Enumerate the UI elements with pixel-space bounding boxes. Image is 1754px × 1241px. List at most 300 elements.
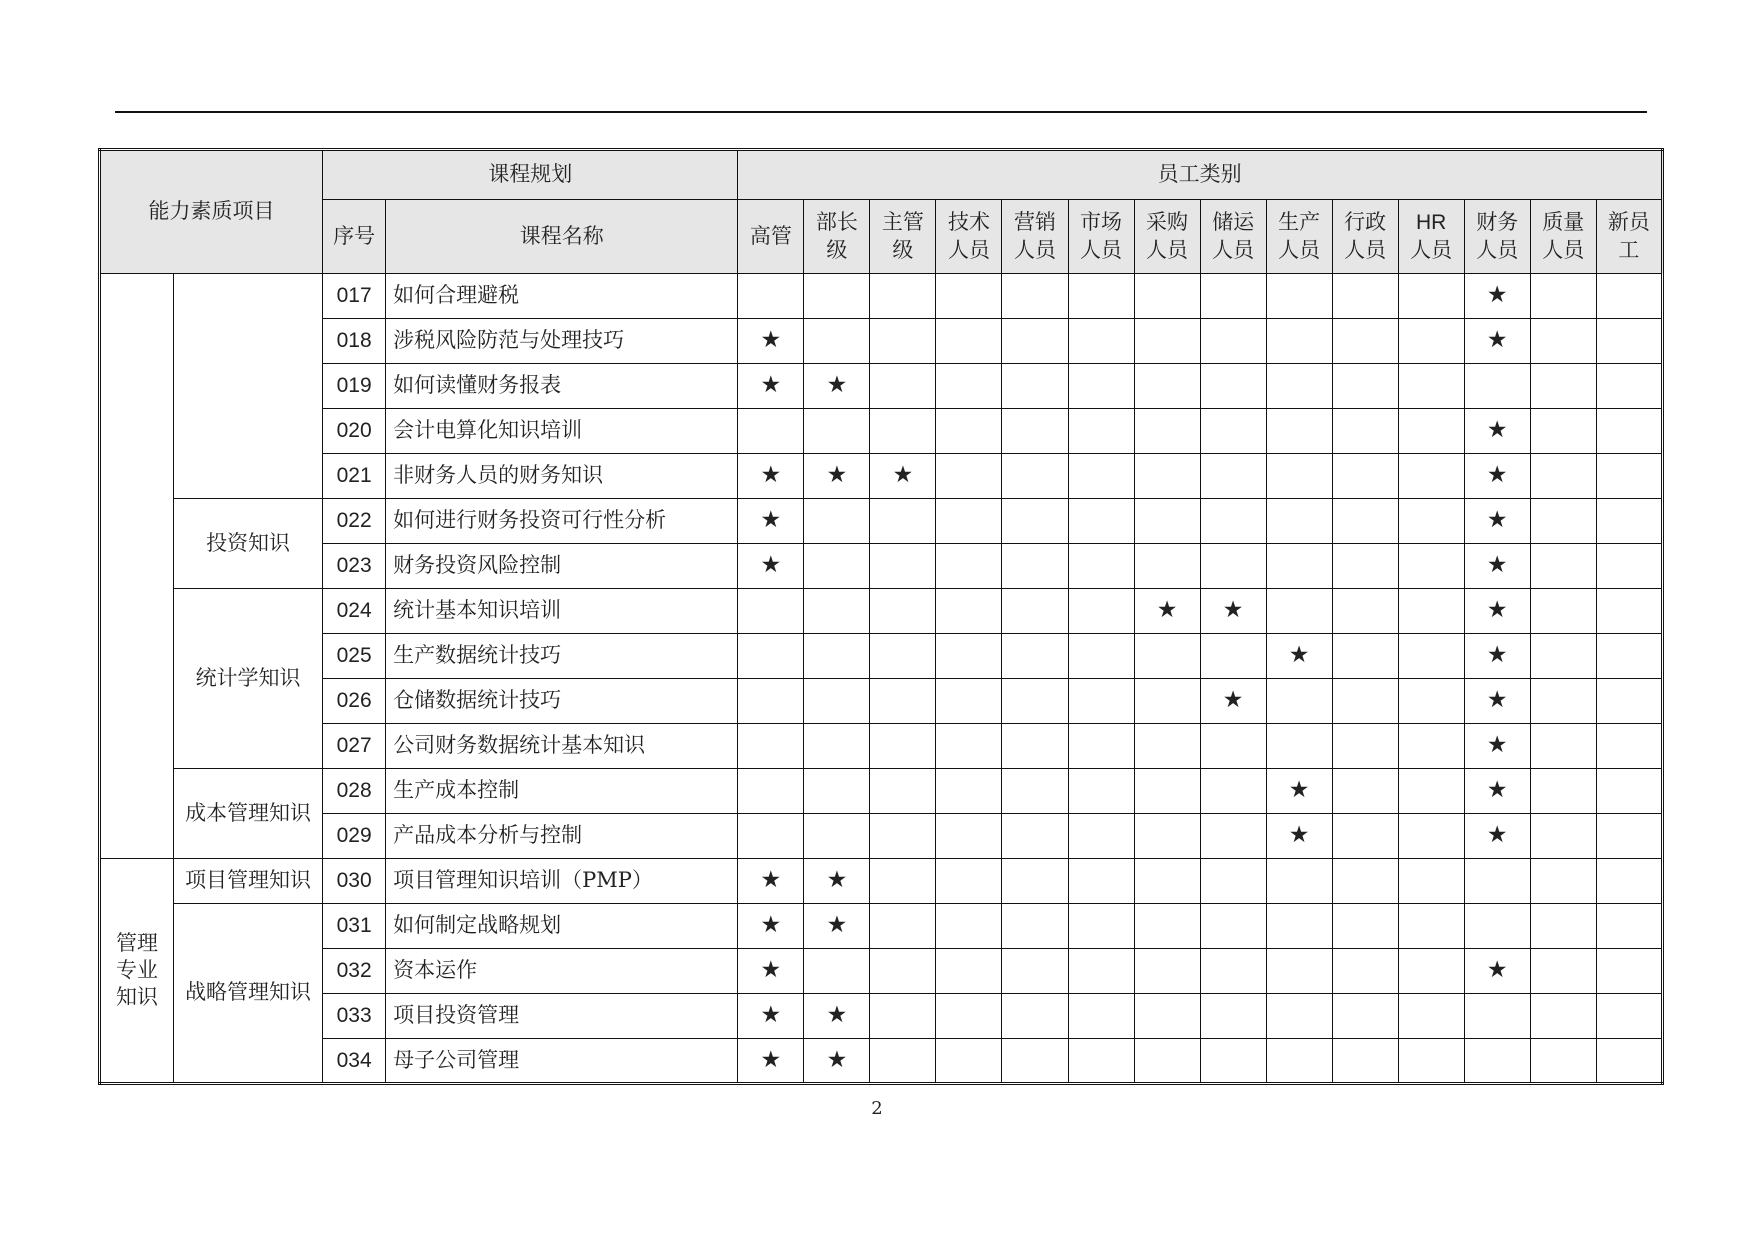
subcategory-cell: 项目管理知识: [174, 859, 323, 904]
mark-cell: [870, 454, 936, 499]
mark-cell: [1200, 904, 1266, 949]
seq-no-cell: 033: [323, 994, 386, 1039]
mark-cell: [1332, 409, 1398, 454]
seq-no-header: 序号: [323, 200, 386, 274]
star-icon: ★: [1486, 777, 1508, 804]
mark-cell: [1530, 859, 1596, 904]
mark-cell: [1530, 274, 1596, 319]
mark-cell: [870, 364, 936, 409]
mark-cell: [1134, 274, 1200, 319]
mark-cell: [1464, 949, 1530, 994]
mark-cell: [1068, 274, 1134, 319]
mark-cell: [1134, 949, 1200, 994]
mark-cell: [1134, 589, 1200, 634]
course-name-cell: 项目管理知识培训（PMP）: [386, 859, 738, 904]
star-icon: ★: [826, 1046, 848, 1073]
mark-cell: [1530, 814, 1596, 859]
mark-cell: [1332, 544, 1398, 589]
category-label-line: 工: [1618, 237, 1640, 262]
seq-no-cell: 020: [323, 409, 386, 454]
mark-cell: [1596, 1039, 1662, 1084]
course-name-cell: 如何制定战略规划: [386, 904, 738, 949]
category-header: [1464, 200, 1530, 274]
subcategory-cell: 统计学知识: [174, 589, 323, 769]
mark-cell: [870, 949, 936, 994]
mark-cell: [1266, 589, 1332, 634]
seq-no-cell: 029: [323, 814, 386, 859]
group-label-line: 知识: [116, 985, 159, 1010]
mark-cell: [1398, 769, 1464, 814]
mark-cell: [1200, 499, 1266, 544]
mark-cell: [738, 859, 804, 904]
table-row: [100, 454, 1663, 499]
mark-cell: [1068, 859, 1134, 904]
mark-cell: [1134, 1039, 1200, 1084]
mark-cell: [804, 1039, 870, 1084]
category-label-line: 行政: [1344, 210, 1387, 235]
category-group-cell: [100, 274, 174, 859]
mark-cell: [1596, 859, 1662, 904]
category-label-line: 级: [826, 237, 848, 262]
star-icon: ★: [892, 462, 914, 489]
course-name-cell: 涉税风险防范与处理技巧: [386, 319, 738, 364]
mark-cell: [1464, 454, 1530, 499]
table-row: [100, 814, 1663, 859]
mark-cell: [936, 364, 1002, 409]
mark-cell: [738, 1039, 804, 1084]
category-label-line: 人员: [1476, 237, 1519, 262]
mark-cell: [1464, 724, 1530, 769]
seq-no-cell: 021: [323, 454, 386, 499]
subcategory-cell: 投资知识: [174, 499, 323, 589]
mark-cell: [1134, 724, 1200, 769]
category-header: [1068, 200, 1134, 274]
course-name-cell: 统计基本知识培训: [386, 589, 738, 634]
mark-cell: [1002, 454, 1068, 499]
mark-cell: [1002, 364, 1068, 409]
mark-cell: [1332, 589, 1398, 634]
category-header: [1266, 200, 1332, 274]
seq-no-cell: 022: [323, 499, 386, 544]
star-icon: ★: [760, 507, 782, 534]
mark-cell: [1398, 679, 1464, 724]
mark-cell: [936, 679, 1002, 724]
star-icon: ★: [760, 1002, 782, 1029]
mark-cell: [804, 814, 870, 859]
mark-cell: [1332, 634, 1398, 679]
table-row: [100, 364, 1663, 409]
mark-cell: [936, 634, 1002, 679]
star-icon: ★: [1486, 417, 1508, 444]
mark-cell: [1068, 454, 1134, 499]
mark-cell: [936, 904, 1002, 949]
category-group-cell: [100, 859, 174, 1084]
star-icon: ★: [826, 372, 848, 399]
mark-cell: [936, 814, 1002, 859]
mark-cell: [1530, 769, 1596, 814]
mark-cell: [804, 904, 870, 949]
group-label-line: 专业: [116, 957, 159, 982]
mark-cell: [1266, 679, 1332, 724]
category-label-line: 主管: [881, 210, 924, 235]
mark-cell: [870, 814, 936, 859]
mark-cell: [738, 544, 804, 589]
mark-cell: [1266, 409, 1332, 454]
star-icon: ★: [1222, 597, 1244, 624]
star-icon: ★: [760, 912, 782, 939]
star-icon: ★: [1486, 597, 1508, 624]
mark-cell: [1200, 319, 1266, 364]
course-planning-table: [98, 148, 1664, 1085]
mark-cell: [804, 589, 870, 634]
mark-cell: [1530, 319, 1596, 364]
mark-cell: [1134, 499, 1200, 544]
mark-cell: [870, 679, 936, 724]
mark-cell: [870, 634, 936, 679]
mark-cell: [936, 769, 1002, 814]
mark-cell: [1266, 499, 1332, 544]
mark-cell: [1068, 1039, 1134, 1084]
star-icon: ★: [1486, 732, 1508, 759]
category-label-line: 人员: [1410, 237, 1453, 262]
table-row: [100, 949, 1663, 994]
mark-cell: [738, 814, 804, 859]
category-header: [1332, 200, 1398, 274]
mark-cell: [1266, 634, 1332, 679]
mark-cell: [1530, 634, 1596, 679]
mark-cell: [1200, 949, 1266, 994]
mark-cell: [738, 949, 804, 994]
mark-cell: [1332, 859, 1398, 904]
mark-cell: [804, 409, 870, 454]
mark-cell: [1068, 994, 1134, 1039]
mark-cell: [1266, 544, 1332, 589]
mark-cell: [1332, 679, 1398, 724]
mark-cell: [1002, 319, 1068, 364]
mark-cell: [1068, 499, 1134, 544]
group-label-line: 管理: [116, 930, 159, 955]
mark-cell: [738, 274, 804, 319]
seq-no-cell: 017: [323, 274, 386, 319]
star-icon: ★: [1288, 822, 1310, 849]
mark-cell: [936, 319, 1002, 364]
mark-cell: [1332, 319, 1398, 364]
mark-cell: [1266, 769, 1332, 814]
star-icon: ★: [1156, 597, 1178, 624]
star-icon: ★: [1486, 957, 1508, 984]
mark-cell: [1266, 364, 1332, 409]
seq-no-cell: 023: [323, 544, 386, 589]
seq-no-cell: 032: [323, 949, 386, 994]
mark-cell: [1464, 274, 1530, 319]
mark-cell: [1596, 589, 1662, 634]
mark-cell: [1530, 679, 1596, 724]
mark-cell: [936, 589, 1002, 634]
mark-cell: [1596, 769, 1662, 814]
mark-cell: [1134, 364, 1200, 409]
mark-cell: [1596, 634, 1662, 679]
mark-cell: [1134, 544, 1200, 589]
mark-cell: [936, 274, 1002, 319]
table-row: [100, 904, 1663, 949]
category-label-line: 人员: [1146, 237, 1189, 262]
mark-cell: [1134, 319, 1200, 364]
mark-cell: [1398, 949, 1464, 994]
mark-cell: [804, 859, 870, 904]
mark-cell: [1464, 994, 1530, 1039]
mark-cell: [1464, 499, 1530, 544]
mark-cell: [1002, 589, 1068, 634]
mark-cell: [1398, 589, 1464, 634]
category-label-line: 市场: [1080, 210, 1123, 235]
mark-cell: [1398, 859, 1464, 904]
mark-cell: [1530, 994, 1596, 1039]
subcategory-cell: 战略管理知识: [174, 904, 323, 1084]
mark-cell: [1596, 679, 1662, 724]
star-icon: ★: [1486, 327, 1508, 354]
mark-cell: [1398, 1039, 1464, 1084]
mark-cell: [1530, 364, 1596, 409]
mark-cell: [1002, 634, 1068, 679]
seq-no-cell: 026: [323, 679, 386, 724]
table-row: [100, 724, 1663, 769]
mark-cell: [1068, 949, 1134, 994]
mark-cell: [1464, 319, 1530, 364]
page-number: 2: [871, 1098, 883, 1119]
mark-cell: [1530, 949, 1596, 994]
category-label-line: 技术: [947, 210, 990, 235]
category-label-line: 部长: [815, 210, 858, 235]
mark-cell: [1002, 994, 1068, 1039]
mark-cell: [1200, 589, 1266, 634]
subcategory-cell: [174, 274, 323, 499]
mark-cell: [1266, 904, 1332, 949]
category-label-line: 人员: [1212, 237, 1255, 262]
mark-cell: [1068, 319, 1134, 364]
star-icon: ★: [826, 462, 848, 489]
mark-cell: [1464, 679, 1530, 724]
employee-category-header: 员工类别: [738, 150, 1663, 200]
mark-cell: [870, 994, 936, 1039]
mark-cell: [870, 769, 936, 814]
course-name-header: 课程名称: [386, 200, 738, 274]
category-label-line: 储运: [1212, 210, 1255, 235]
mark-cell: [1464, 409, 1530, 454]
mark-cell: [1200, 364, 1266, 409]
mark-cell: [1068, 634, 1134, 679]
mark-cell: [1530, 904, 1596, 949]
mark-cell: [1002, 499, 1068, 544]
course-name-cell: 会计电算化知识培训: [386, 409, 738, 454]
category-label-line: 人员: [947, 237, 990, 262]
category-label-line: 人员: [1080, 237, 1123, 262]
mark-cell: [870, 589, 936, 634]
mark-cell: [870, 1039, 936, 1084]
mark-cell: [1464, 634, 1530, 679]
mark-cell: [1200, 994, 1266, 1039]
star-icon: ★: [760, 1046, 782, 1073]
mark-cell: [1068, 814, 1134, 859]
mark-cell: [1068, 364, 1134, 409]
table-row: [100, 499, 1663, 544]
mark-cell: [738, 454, 804, 499]
mark-cell: [1464, 1039, 1530, 1084]
mark-cell: [1398, 994, 1464, 1039]
mark-cell: [1266, 454, 1332, 499]
mark-cell: [1200, 634, 1266, 679]
mark-cell: [804, 319, 870, 364]
mark-cell: [1596, 994, 1662, 1039]
header-rule: [115, 111, 1647, 113]
seq-no-cell: 028: [323, 769, 386, 814]
star-icon: ★: [1486, 642, 1508, 669]
mark-cell: [1266, 724, 1332, 769]
mark-cell: [1002, 904, 1068, 949]
star-icon: ★: [826, 867, 848, 894]
mark-cell: [1398, 904, 1464, 949]
seq-no-cell: 018: [323, 319, 386, 364]
mark-cell: [1464, 814, 1530, 859]
mark-cell: [1332, 814, 1398, 859]
mark-cell: [1266, 949, 1332, 994]
mark-cell: [1266, 814, 1332, 859]
mark-cell: [804, 994, 870, 1039]
star-icon: ★: [1486, 507, 1508, 534]
category-label-line: 级: [892, 237, 914, 262]
mark-cell: [1398, 544, 1464, 589]
category-header: [804, 200, 870, 274]
mark-cell: [804, 634, 870, 679]
mark-cell: [1596, 499, 1662, 544]
mark-cell: [936, 499, 1002, 544]
table-row: [100, 994, 1663, 1039]
mark-cell: [1002, 724, 1068, 769]
mark-cell: [1134, 904, 1200, 949]
mark-cell: [1134, 454, 1200, 499]
mark-cell: [1530, 544, 1596, 589]
category-header: [1134, 200, 1200, 274]
course-name-cell: 母子公司管理: [386, 1039, 738, 1084]
mark-cell: [1464, 859, 1530, 904]
mark-cell: [1200, 1039, 1266, 1084]
mark-cell: [1068, 589, 1134, 634]
category-label-line: 财务: [1476, 210, 1519, 235]
mark-cell: [804, 769, 870, 814]
mark-cell: [1332, 949, 1398, 994]
mark-cell: [1530, 1039, 1596, 1084]
mark-cell: [1002, 409, 1068, 454]
mark-cell: [1068, 904, 1134, 949]
mark-cell: [1068, 409, 1134, 454]
mark-cell: [936, 544, 1002, 589]
mark-cell: [1134, 679, 1200, 724]
mark-cell: [1398, 364, 1464, 409]
table-row: [100, 769, 1663, 814]
mark-cell: [1002, 949, 1068, 994]
mark-cell: [1002, 274, 1068, 319]
course-name-cell: 如何进行财务投资可行性分析: [386, 499, 738, 544]
table-row: [100, 1039, 1663, 1084]
mark-cell: [1002, 859, 1068, 904]
mark-cell: [1332, 904, 1398, 949]
table-row: [100, 634, 1663, 679]
mark-cell: [1068, 679, 1134, 724]
mark-cell: [1266, 274, 1332, 319]
mark-cell: [738, 499, 804, 544]
course-name-cell: 产品成本分析与控制: [386, 814, 738, 859]
star-icon: ★: [760, 327, 782, 354]
category-label-line: 人员: [1278, 237, 1321, 262]
category-label-line: 人员: [1013, 237, 1056, 262]
mark-cell: [1332, 724, 1398, 769]
star-icon: ★: [1288, 777, 1310, 804]
mark-cell: [738, 679, 804, 724]
mark-cell: [1332, 769, 1398, 814]
mark-cell: [1530, 589, 1596, 634]
table-row: [100, 589, 1663, 634]
mark-cell: [1134, 859, 1200, 904]
mark-cell: [804, 454, 870, 499]
mark-cell: [1134, 634, 1200, 679]
subcategory-cell: 成本管理知识: [174, 769, 323, 859]
mark-cell: [738, 589, 804, 634]
mark-cell: [738, 904, 804, 949]
category-header: [1002, 200, 1068, 274]
mark-cell: [1200, 274, 1266, 319]
star-icon: ★: [760, 462, 782, 489]
table-row: [100, 274, 1663, 319]
mark-cell: [870, 319, 936, 364]
mark-cell: [1200, 409, 1266, 454]
mark-cell: [1464, 769, 1530, 814]
category-label-line: HR: [1416, 211, 1447, 235]
star-icon: ★: [760, 957, 782, 984]
mark-cell: [738, 364, 804, 409]
mark-cell: [1464, 589, 1530, 634]
category-header: [936, 200, 1002, 274]
mark-cell: [1200, 724, 1266, 769]
mark-cell: [1002, 769, 1068, 814]
mark-cell: [1332, 1039, 1398, 1084]
mark-cell: [1398, 319, 1464, 364]
mark-cell: [804, 679, 870, 724]
mark-cell: [1332, 994, 1398, 1039]
mark-cell: [870, 274, 936, 319]
mark-cell: [1134, 994, 1200, 1039]
mark-cell: [1398, 274, 1464, 319]
mark-cell: [870, 544, 936, 589]
category-label-line: 采购: [1146, 210, 1189, 235]
mark-cell: [1596, 454, 1662, 499]
mark-cell: [1266, 319, 1332, 364]
mark-cell: [804, 724, 870, 769]
seq-no-cell: 030: [323, 859, 386, 904]
ability-item-header: 能力素质项目: [100, 150, 323, 274]
mark-cell: [1332, 364, 1398, 409]
mark-cell: [1200, 859, 1266, 904]
mark-cell: [1464, 364, 1530, 409]
mark-cell: [1596, 949, 1662, 994]
star-icon: ★: [1486, 462, 1508, 489]
category-label-line: 人员: [1542, 237, 1585, 262]
course-plan-header: 课程规划: [323, 150, 738, 200]
mark-cell: [1134, 409, 1200, 454]
table-row: [100, 859, 1663, 904]
mark-cell: [1398, 634, 1464, 679]
mark-cell: [870, 499, 936, 544]
mark-cell: [936, 994, 1002, 1039]
category-label-line: 高管: [749, 223, 792, 248]
